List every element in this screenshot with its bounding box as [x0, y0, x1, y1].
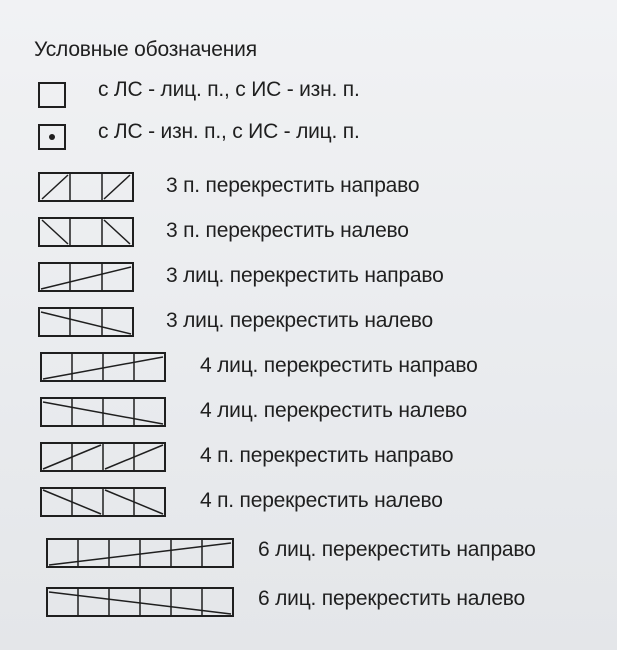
cross-4-left-icon — [40, 487, 166, 517]
empty-square-icon — [38, 82, 66, 108]
dot-square-icon — [38, 124, 66, 150]
legend-label: 3 лиц. перекрестить направо — [166, 264, 444, 287]
legend-label: 4 лиц. перекрестить налево — [200, 399, 468, 422]
legend-row-dot-square — [0, 118, 617, 154]
legend-label: с ЛС - лиц. п., с ИС - изн. п. — [98, 78, 360, 101]
legend-row-cross-6-knit-right — [0, 534, 617, 570]
cross-6-knit-left-icon — [46, 587, 234, 617]
legend-row-cross-4-knit-right — [0, 348, 617, 384]
legend-row-empty-square — [0, 76, 617, 112]
legend-label: 3 п. перекрестить направо — [166, 174, 420, 197]
legend-label: 4 лиц. перекрестить направо — [200, 354, 478, 377]
cross-3-knit-right-icon — [38, 262, 134, 292]
legend-label: 4 п. перекрестить направо — [200, 444, 454, 467]
legend-title: Условные обозначения — [34, 38, 257, 61]
legend-label: 6 лиц. перекрестить налево — [258, 587, 526, 610]
cross-4-knit-right-icon — [40, 352, 166, 382]
cross-4-knit-left-icon — [40, 397, 166, 427]
cross-3-right-icon — [38, 172, 134, 202]
legend-label: 3 п. перекрестить налево — [166, 219, 409, 242]
legend-row-cross-6-knit-left — [0, 583, 617, 619]
legend-row-cross-4-right — [0, 438, 617, 474]
cross-6-knit-right-icon — [46, 538, 234, 568]
legend-row-cross-4-left — [0, 483, 617, 519]
legend-row-cross-3-right — [0, 168, 617, 204]
cross-4-right-icon — [40, 442, 166, 472]
cross-3-knit-left-icon — [38, 307, 134, 337]
legend-label: 3 лиц. перекрестить налево — [166, 309, 434, 332]
legend-row-cross-3-left — [0, 213, 617, 249]
legend-label: 4 п. перекрестить налево — [200, 489, 443, 512]
legend-row-cross-3-knit-left — [0, 303, 617, 339]
cross-3-left-icon — [38, 217, 134, 247]
legend-row-cross-4-knit-left — [0, 393, 617, 429]
legend-label: с ЛС - изн. п., с ИС - лиц. п. — [98, 120, 360, 143]
legend-label: 6 лиц. перекрестить направо — [258, 538, 536, 561]
legend-row-cross-3-knit-right — [0, 258, 617, 294]
